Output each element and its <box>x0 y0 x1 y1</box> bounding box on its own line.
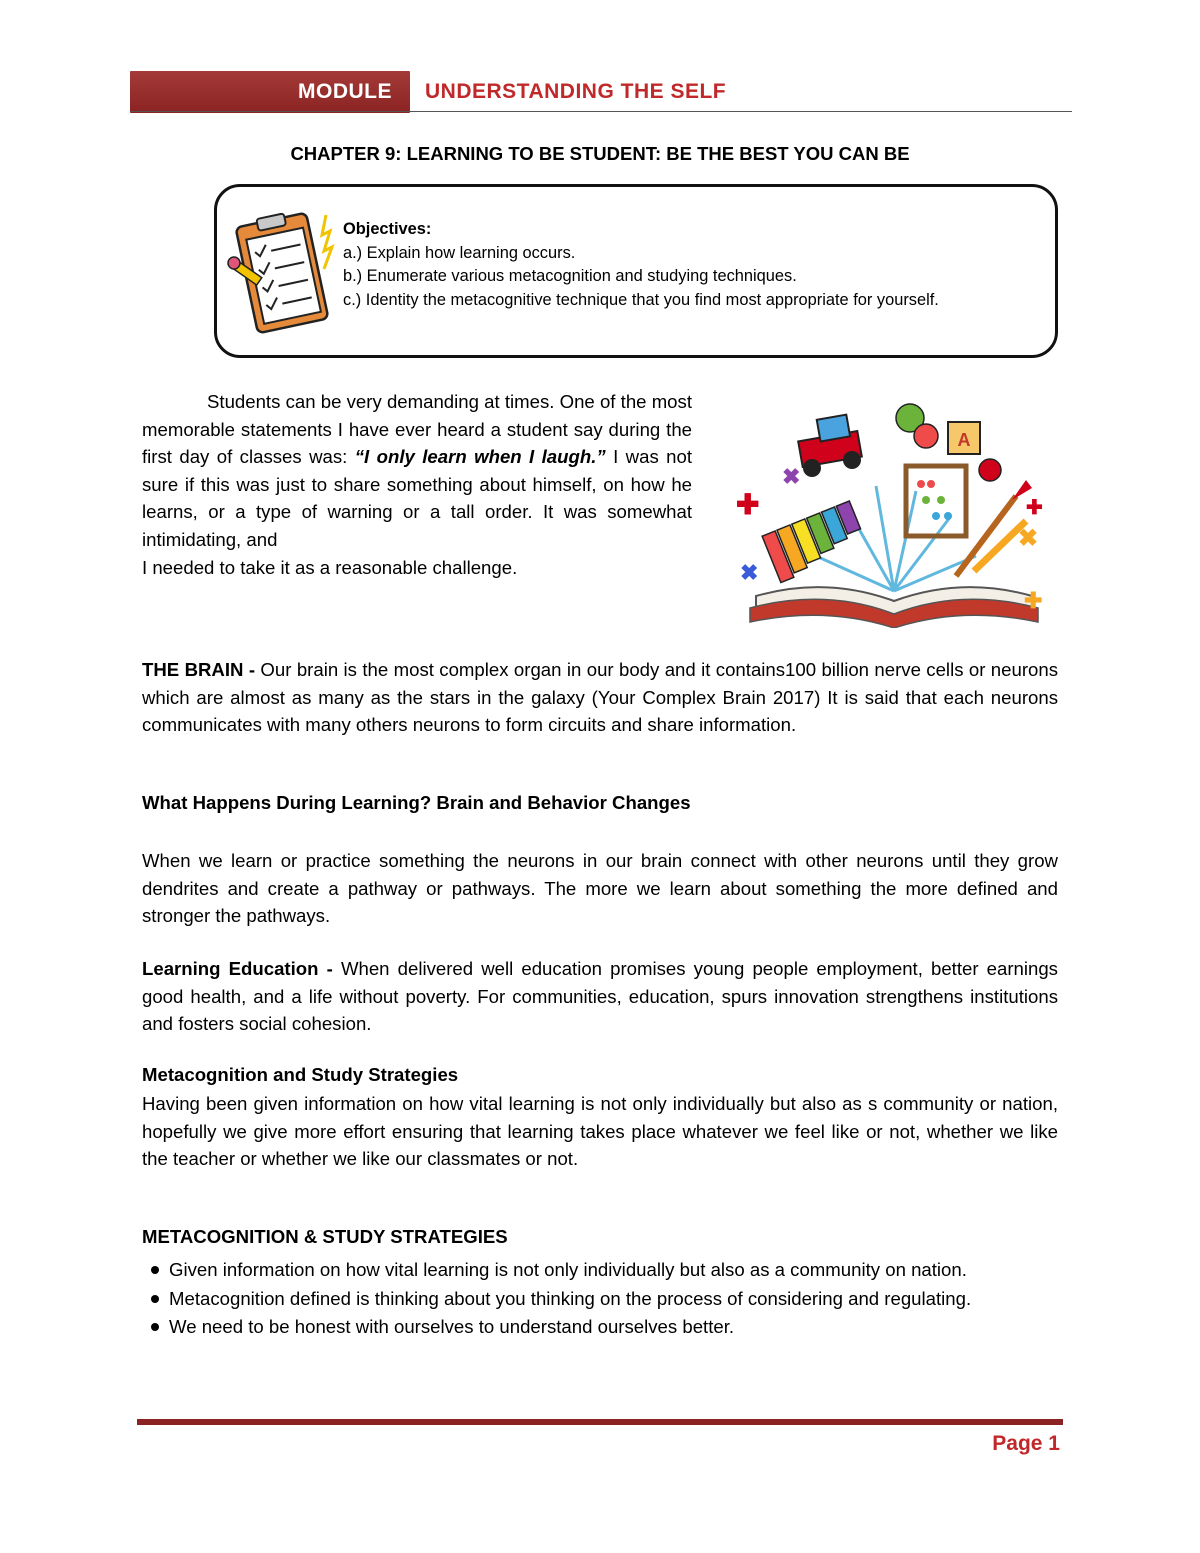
objective-item: a.) Explain how learning occurs. <box>343 243 576 262</box>
list-item: We need to be honest with ourselves to understand ourselves better. <box>142 1313 1058 1341</box>
objective-item: b.) Enumerate various metacognition and studying techniques. <box>343 267 797 285</box>
svg-text:✚: ✚ <box>1024 588 1043 613</box>
education-text: When delivered well education promises young people employment, better earnings good health, and a life without poverty. For communities, education, spurs innovation strengthens institutions and fosters social cohesion. <box>142 958 1058 1035</box>
list-item: Metacognition defined is thinking about you thinking on the process of considering and regulating. <box>142 1285 1058 1313</box>
bullet-icon <box>151 1295 159 1303</box>
objectives-text <box>343 218 1043 312</box>
header-rule <box>130 111 1072 112</box>
brain-label: THE BRAIN - <box>142 659 256 680</box>
svg-text:✚: ✚ <box>736 489 760 520</box>
clipboard-icon <box>226 207 336 337</box>
footer-rule <box>137 1419 1063 1425</box>
objectives-heading: Objectives: <box>343 220 432 238</box>
education-paragraph <box>142 955 1058 1038</box>
metacognition-heading: Metacognition and Study Strategies <box>142 1064 459 1085</box>
svg-text:✖: ✖ <box>782 464 801 489</box>
list-item: Given information on how vital learning is not only individually but also as a community on nation. <box>142 1256 1058 1284</box>
strategies-heading: METACOGNITION & STUDY STRATEGIES <box>142 1226 508 1247</box>
objective-item: c.) Identity the metacognitive technique that you find most appropriate for yourself. <box>343 290 939 309</box>
svg-text:✖: ✖ <box>740 560 759 585</box>
svg-text:✖: ✖ <box>1018 525 1039 552</box>
brain-text: Our brain is the most complex organ in our body and it contains100 billion nerve cells or neurons which are almost as many as the stars in the galaxy (Your Complex Brain 2017) It is said that each neurons communicates with many others neurons to form circuits and share information. <box>142 659 1059 736</box>
module-label: MODULE <box>298 80 392 103</box>
bullet-icon <box>151 1323 159 1331</box>
metacognition-paragraph: Having been given information on how vital learning is not only individually but also as s community or nation, hopefully we give more effort ensuring that learning takes place whatever we feel like or not, whether we like the teacher or whether we like our classmates or not. <box>142 1093 1058 1170</box>
chapter-title: CHAPTER 9: LEARNING TO BE STUDENT: BE THE BEST YOU CAN BE <box>290 143 910 164</box>
header-separator <box>410 71 413 113</box>
learning-heading: What Happens During Learning? Brain and Behavior Changes <box>142 792 691 813</box>
learning-paragraph: When we learn or practice something the neurons in our brain connect with other neurons until they grow dendrites and create a pathway or pathways. The more we learn about something the more defined and stronger the pathways. <box>142 850 1058 927</box>
learning-toys-illustration <box>726 396 1062 628</box>
svg-text:✚: ✚ <box>1026 497 1043 519</box>
strategies-list <box>142 1256 1058 1342</box>
bullet-icon <box>151 1266 159 1274</box>
education-label: Learning Education - <box>142 958 333 979</box>
intro-quote: “I only learn when I laugh.” <box>354 446 606 468</box>
intro-paragraph <box>142 388 692 581</box>
brain-paragraph <box>142 656 1058 739</box>
svg-text:A: A <box>957 430 971 450</box>
module-title: UNDERSTANDING THE SELF <box>425 80 727 103</box>
intro-mid: I was not sure if this was just to share something about himself, on how he learns, or a type of warning or a tall order. It was somewhat intimidating, and <box>142 446 693 550</box>
intro-lead: Students can be very demanding at times. One of the most memorable statements I have ever heard a student say during the first day of classes was: <box>142 391 692 468</box>
page-number: Page 1 <box>992 1432 1060 1455</box>
intro-last-line: I needed to take it as a reasonable challenge. <box>142 556 518 578</box>
